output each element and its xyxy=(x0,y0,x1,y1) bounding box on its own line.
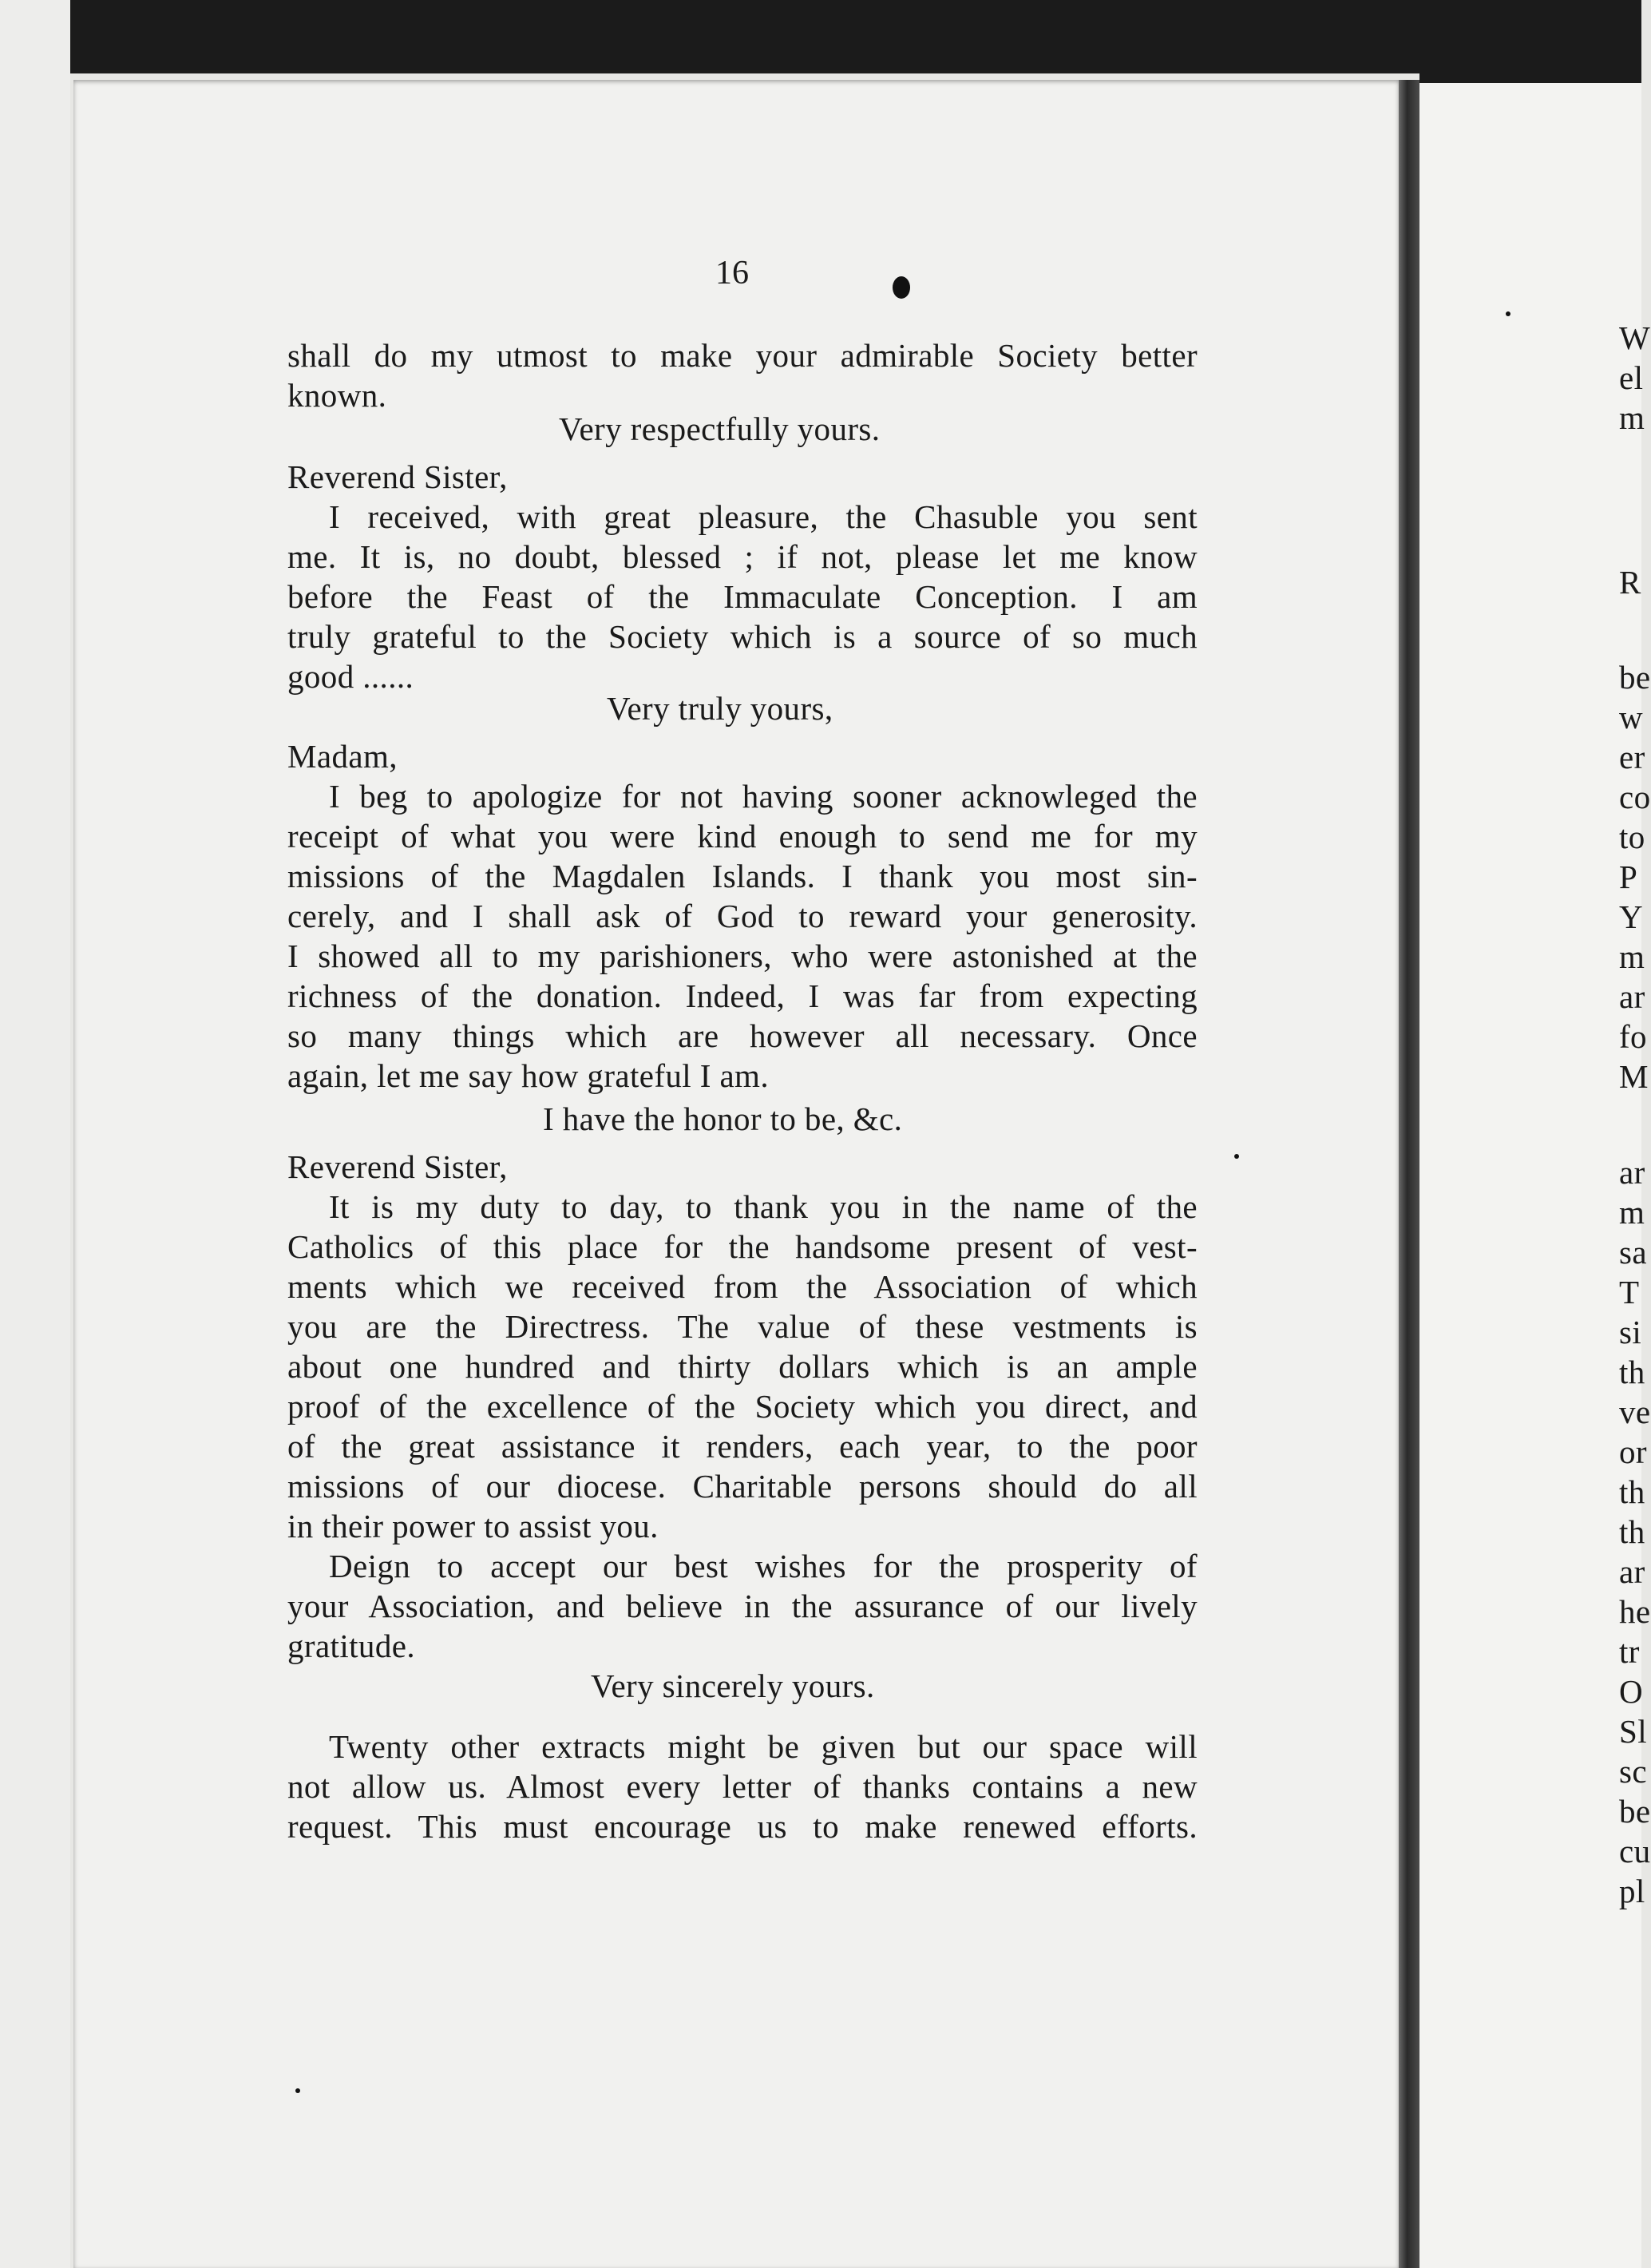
text-line: known. xyxy=(287,377,387,414)
facing-page-fragment: ar xyxy=(1619,1553,1645,1590)
facing-page-fragment: to xyxy=(1619,819,1645,855)
facing-page-fragment: be xyxy=(1619,1793,1651,1830)
letter-closing: Very respectfully yours. xyxy=(559,410,881,447)
page-body xyxy=(287,335,1198,1846)
text-line: ments which we received from the Association of which xyxy=(287,1268,1198,1305)
text-line: Deign to accept our best wishes for the prosperity of xyxy=(329,1548,1198,1584)
text-line: of the great assistance it renders, each year, to the poor xyxy=(287,1428,1198,1465)
text-line: Catholics of this place for the handsome present of vest- xyxy=(287,1228,1198,1265)
text-line: gratitude. xyxy=(287,1628,415,1664)
ink-speck xyxy=(1506,311,1510,316)
facing-page-fragment: m xyxy=(1619,1194,1645,1231)
text-line: I received, with great pleasure, the Chasuble you sent xyxy=(329,498,1198,535)
letter-closing: I have the honor to be, &c. xyxy=(543,1100,903,1137)
letter-closing: Very truly yours, xyxy=(607,690,833,727)
text-line: proof of the excellence of the Society which you direct, and xyxy=(287,1388,1198,1425)
letter-closing: Very sincerely yours. xyxy=(591,1667,875,1704)
text-line: not allow us. Almost every letter of thanks contains a new xyxy=(287,1768,1198,1805)
text-line: good ...... xyxy=(287,658,414,695)
facing-page-fragment: T xyxy=(1619,1274,1640,1310)
text-line: in their power to assist you. xyxy=(287,1508,659,1544)
ink-speck xyxy=(295,2088,300,2093)
text-line: truly grateful to the Society which is a source of so much xyxy=(287,618,1198,655)
facing-page-fragment: th xyxy=(1619,1513,1645,1550)
text-line: me. It is, no doubt, blessed ; if not, please let me know xyxy=(287,538,1198,575)
text-line: your Association, and believe in the assurance of our lively xyxy=(287,1588,1198,1624)
facing-page-fragment: pl xyxy=(1619,1873,1645,1909)
facing-page-fragment: O xyxy=(1619,1673,1644,1710)
facing-page-fragment: th xyxy=(1619,1473,1645,1510)
scan-top-border xyxy=(0,0,1641,73)
text-line: so many things which are however all necessary. Once xyxy=(287,1017,1198,1054)
facing-page-fragment: ar xyxy=(1619,1154,1645,1191)
facing-page-fragment: he xyxy=(1619,1593,1651,1630)
facing-page-fragment: M xyxy=(1619,1058,1649,1095)
text-line: I showed all to my parishioners, who were astonished at the xyxy=(287,938,1198,974)
facing-page-fragment: R xyxy=(1619,564,1641,601)
text-line: richness of the donation. Indeed, I was far from expecting xyxy=(287,977,1198,1014)
text-line: missions of our diocese. Charitable persons should do all xyxy=(287,1468,1198,1505)
text-line: cerely, and I shall ask of God to reward your generosity. xyxy=(287,898,1198,934)
facing-page-fragment: m xyxy=(1619,938,1645,975)
text-line: shall do my utmost to make your admirable Society better xyxy=(287,337,1198,374)
facing-page-fragment: or xyxy=(1619,1433,1647,1470)
text-line: about one hundred and thirty dollars which is an ample xyxy=(287,1348,1198,1385)
facing-page-fragment: el xyxy=(1619,359,1644,396)
facing-page xyxy=(1419,80,1651,2268)
text-line: before the Feast of the Immaculate Conception. I am xyxy=(287,578,1198,615)
facing-page-fragment: si xyxy=(1619,1314,1642,1350)
scan-left-margin xyxy=(0,0,70,2268)
facing-page-fragment: ve xyxy=(1619,1394,1651,1430)
text-line: request. This must encourage us to make renewed efforts. xyxy=(287,1808,1198,1845)
text-line: It is my duty to day, to thank you in the name of the xyxy=(329,1188,1198,1225)
ink-speck xyxy=(1234,1154,1239,1159)
page-number: 16 xyxy=(715,255,749,291)
facing-page-fragment: th xyxy=(1619,1354,1645,1390)
text-line: receipt of what you were kind enough to send me for my xyxy=(287,818,1198,854)
text-line: again, let me say how grateful I am. xyxy=(287,1057,769,1094)
scan-top-border-right xyxy=(1419,73,1641,83)
facing-page-fragment: w xyxy=(1619,699,1644,736)
facing-page-fragment: tr xyxy=(1619,1633,1640,1670)
facing-page-fragment: sc xyxy=(1619,1753,1647,1790)
facing-page-fragment: fo xyxy=(1619,1018,1647,1055)
facing-page-fragment: Y xyxy=(1619,898,1644,935)
letter-salutation: Reverend Sister, xyxy=(287,458,508,495)
book-spine xyxy=(1399,80,1419,2268)
facing-page-fragment: co xyxy=(1619,779,1651,815)
text-line: Twenty other extracts might be given but our space will xyxy=(329,1728,1198,1765)
facing-page-fragment: W xyxy=(1619,319,1651,356)
letter-salutation: Reverend Sister, xyxy=(287,1148,508,1185)
facing-page-fragment: cu xyxy=(1619,1833,1651,1870)
text-line: missions of the Magdalen Islands. I thank you most sin- xyxy=(287,858,1198,894)
facing-page-fragment: Sl xyxy=(1619,1713,1647,1750)
facing-page-fragment: m xyxy=(1619,399,1645,436)
text-line: you are the Directress. The value of these vestments is xyxy=(287,1308,1198,1345)
ink-blot xyxy=(893,276,910,299)
letter-salutation: Madam, xyxy=(287,738,398,775)
facing-page-fragment: er xyxy=(1619,739,1645,775)
facing-page-fragment: be xyxy=(1619,659,1651,696)
facing-page-fragment: sa xyxy=(1619,1234,1647,1271)
text-line: I beg to apologize for not having sooner acknowleged the xyxy=(329,778,1198,815)
facing-page-fragment: ar xyxy=(1619,978,1645,1015)
facing-page-fragment: P xyxy=(1619,858,1638,895)
